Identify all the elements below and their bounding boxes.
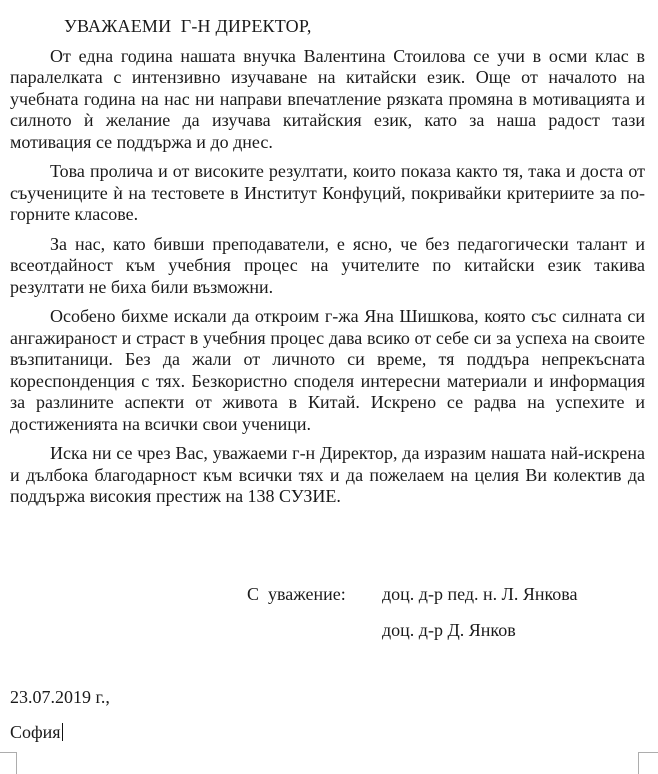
city-text[interactable]: София [10, 722, 61, 742]
signatory-1: доц. д-р пед. н. Л. Янкова [382, 583, 578, 604]
paragraph-5[interactable]: Иска ни се чрез Вас, уважаеми г-н Директор, да изразим нашата най-искрена и дълбока благодарност към всички тях и да пожелаем на целия Ви колектив да поддържа високия престиж на 138 СУЗИЕ. [10, 443, 645, 506]
signature-block-line2 [10, 620, 645, 642]
paragraph-2[interactable]: Това пролича и от високите резултати, които показа както тя, така и доста от съучениците ѝ на тестовете в Институт Конфуций, покривайки критериите за по-горните класове. [10, 161, 645, 224]
signatory-2: доц. д-р Д. Янков [382, 620, 516, 640]
city-line[interactable] [10, 720, 645, 744]
signature-block [10, 584, 645, 606]
paragraph-1[interactable]: От една година нашата внучка Валентина Стоилова се учи в осми клас в паралелката с интензивно изучаване на китайски език. Още от началото на учебната година на нас ни направи впечатление рязката промяна в мотивацията и силното ѝ желание да изучава китайския език, като за наша радост тази мотивация се поддържа и до днес. [10, 45, 645, 152]
salutation[interactable]: УВАЖАЕМИ Г-Н ДИРЕКТОР, [64, 16, 312, 36]
closing-label: С уважение: [247, 583, 346, 604]
text-boundary-mark-left [0, 752, 17, 774]
text-cursor [62, 723, 64, 741]
paragraph-4[interactable]: Особено бихме искали да откроим г-жа Яна Шишкова, която със силната си ангажираност и страст в учебния процес дава всико от себе си за успеха на своите възпитаници. Без да жали от личното си време, тя поддъра непрекъсната кореспонденция с тях. Безкористно споделя интересни материали и информация за разлините аспекти от живота в Китай. Искрено се радва на успехите и достиженията на всички свои ученици. [10, 306, 645, 434]
text-boundary-mark-right [638, 752, 658, 774]
paragraph-3[interactable]: За нас, като бивши преподаватели, е ясно, че без педагогически талант и всеотдайност към учебния процес на учителите по китайски език такива резултати не биха били възможни. [10, 233, 645, 297]
date-line[interactable]: 23.07.2019 г., [10, 686, 110, 707]
